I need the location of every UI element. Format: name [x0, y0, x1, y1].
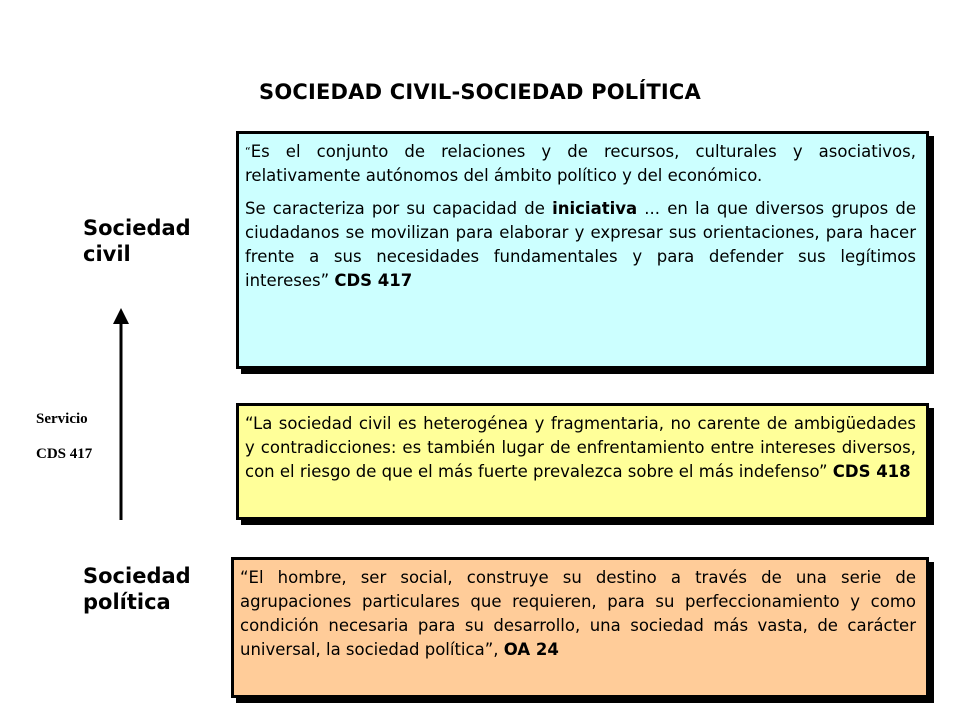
quote-politica-paragraph: [240, 566, 916, 662]
quote-box-heterogenea: [236, 403, 929, 520]
quote-politica-text: “El hombre, ser social, construye su destino a través de una serie de agrupaciones particulares que requieren, para su perfeccionamiento y como condición necesaria para su desarrollo, una sociedad más vasta, de carácter universal, la sociedad política”,: [240, 568, 916, 659]
label-sociedad-politica: [83, 563, 191, 615]
quote-civil-paragraph-1: [245, 140, 916, 188]
quote-civil-open-mark: “: [245, 145, 251, 158]
quote-civil-reference: CDS 417: [334, 271, 413, 290]
quote-middle-paragraph: [245, 412, 916, 484]
quote-civil-p1-text: Es el conjunto de relaciones y de recursos, culturales y asociativos, relativamente autónomos del ámbito político y del económico.: [245, 142, 916, 185]
quote-civil-keyword: iniciativa: [552, 199, 638, 218]
label-sociedad-civil-line1: Sociedad: [83, 216, 191, 240]
quote-middle-reference: CDS 418: [832, 462, 911, 481]
quote-civil-p2-text-a: Se caracteriza por su capacidad de: [245, 199, 553, 218]
quote-civil-paragraph-2: [245, 197, 916, 293]
quote-politica-reference: OA 24: [503, 640, 559, 659]
arrow-up-icon: [110, 308, 132, 522]
label-sociedad-politica-line1: Sociedad: [83, 564, 191, 588]
quote-box-sociedad-civil: [236, 131, 929, 369]
label-servicio: Servicio: [36, 411, 88, 427]
label-cds-417: CDS 417: [36, 446, 93, 462]
quote-civil-p2-text-b: ... en la que diversos grupos de ciudadanos se movilizan para elaborar y expresar sus orientaciones, para hacer frente a sus necesidades fundamentales y para defender sus legítimos intereses”: [245, 199, 916, 290]
page-title: SOCIEDAD CIVIL-SOCIEDAD POLÍTICA: [259, 80, 701, 104]
quote-box-sociedad-politica: [231, 557, 929, 698]
label-sociedad-civil: [83, 215, 191, 267]
label-sociedad-politica-line2: política: [83, 590, 171, 614]
quote-middle-text: “La sociedad civil es heterogénea y fragmentaria, no carente de ambigüedades y contradicciones: es también lugar de enfrentamiento entre intereses diversos, con el riesgo de que el más fuerte prevalezca sobre el más indefenso”: [245, 414, 916, 481]
label-sociedad-civil-line2: civil: [83, 242, 131, 266]
